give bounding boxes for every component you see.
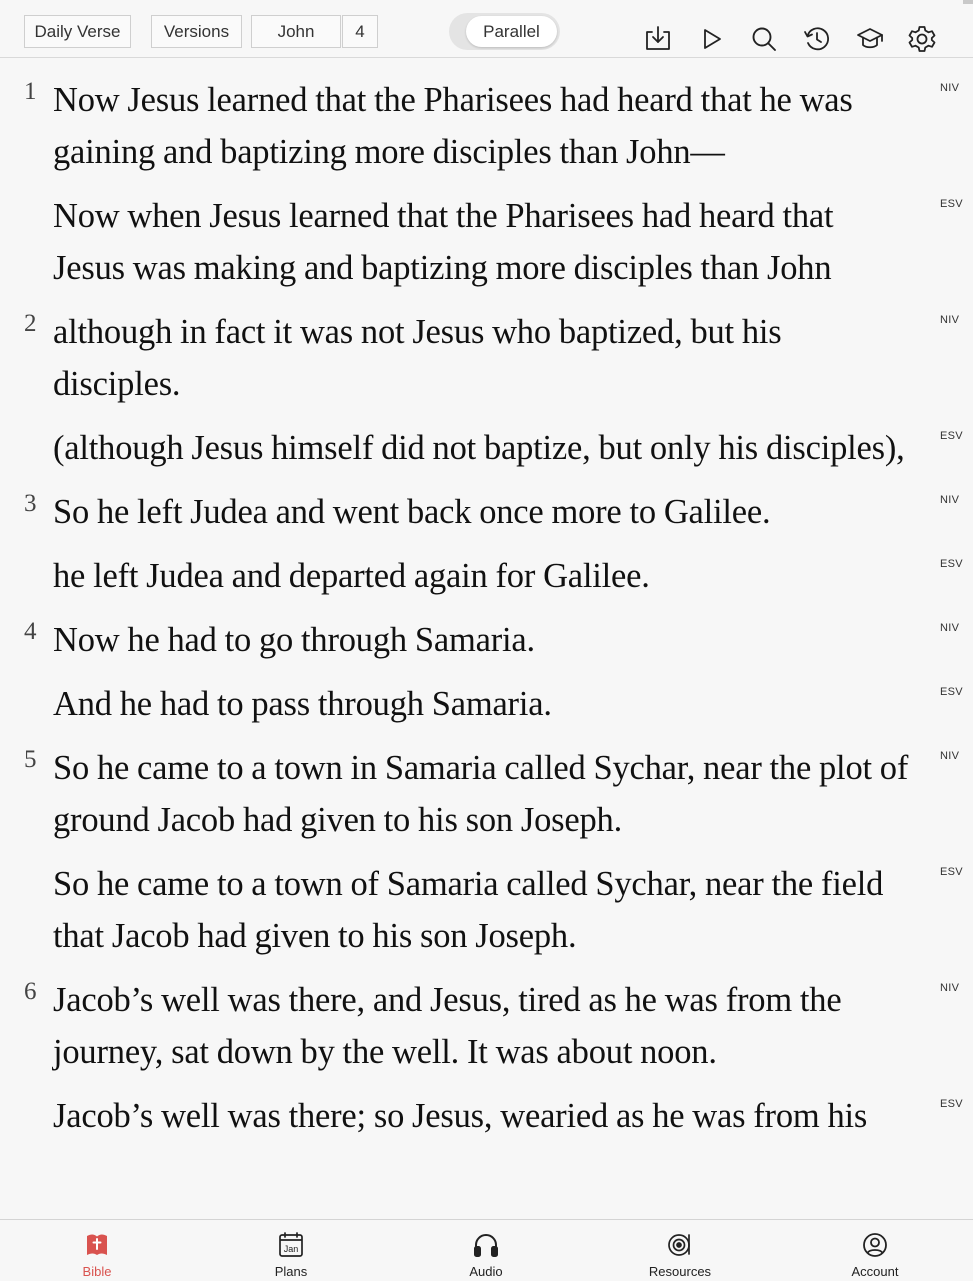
version-tag: ESV (940, 1098, 963, 1110)
tab-plans[interactable] (231, 1220, 351, 1281)
headphones-icon (471, 1230, 501, 1260)
settings-icon[interactable] (907, 24, 937, 54)
verse-line[interactable] (0, 614, 973, 666)
bottom-tab-bar (0, 1219, 973, 1280)
verse-line[interactable] (0, 858, 973, 962)
version-tag: ESV (940, 866, 963, 878)
tab-bible[interactable] (37, 1220, 157, 1281)
tab-account[interactable] (815, 1220, 935, 1281)
verse-text: Now he had to go through Samaria. (53, 621, 535, 659)
verse-text: Jacob’s well was there; so Jesus, wearied as he was from his (53, 1097, 868, 1135)
version-tag: NIV (940, 750, 960, 762)
verse-number: 5 (24, 746, 37, 773)
verse-text: he left Judea and departed again for Galilee. (53, 557, 650, 595)
verse-line[interactable] (0, 486, 973, 538)
verse-number: 3 (24, 490, 37, 517)
study-icon[interactable] (855, 24, 885, 54)
version-tag: ESV (940, 198, 963, 210)
parallel-toggle[interactable] (449, 13, 560, 50)
window-corner-mark (963, 0, 973, 4)
resources-icon (665, 1230, 695, 1260)
scripture-content[interactable] (0, 58, 973, 1219)
bible-icon (82, 1230, 112, 1260)
verse-line[interactable] (0, 190, 973, 294)
tab-label: Bible (82, 1264, 112, 1279)
tab-label: Account (851, 1264, 899, 1279)
history-icon[interactable] (802, 24, 832, 54)
parallel-toggle-label: Parallel (466, 16, 557, 47)
version-tag: NIV (940, 82, 960, 94)
download-icon[interactable] (643, 24, 673, 54)
verse-line[interactable] (0, 742, 973, 846)
book-selector[interactable]: John (251, 15, 341, 48)
verse-text: although in fact it was not Jesus who baptized, but his disciples. (53, 313, 782, 403)
tab-label: Resources (648, 1264, 712, 1279)
tab-label: Plans (274, 1264, 308, 1279)
version-tag: NIV (940, 494, 960, 506)
verse-line[interactable] (0, 1090, 973, 1142)
calendar-icon (276, 1230, 306, 1260)
search-icon[interactable] (749, 24, 779, 54)
version-tag: NIV (940, 622, 960, 634)
verse-number: 1 (24, 78, 37, 105)
verse-line[interactable] (0, 678, 973, 730)
svg-text:Jan: Jan (283, 1244, 299, 1254)
verse-text: Now when Jesus learned that the Pharisees had heard that Jesus was making and baptizing more disciples than John (53, 197, 834, 287)
verse-text: (although Jesus himself did not baptize, but only his disciples), (53, 429, 905, 467)
tab-resources[interactable] (620, 1220, 740, 1281)
verse-line[interactable] (0, 550, 973, 602)
verse-line[interactable] (0, 974, 973, 1078)
version-tag: NIV (940, 982, 960, 994)
verse-text: Now Jesus learned that the Pharisees had heard that he was gaining and baptizing more disciples than John— (53, 81, 853, 171)
version-tag: ESV (940, 558, 963, 570)
verse-line[interactable] (0, 422, 973, 474)
tab-label: Audio (469, 1264, 503, 1279)
verse-number: 4 (24, 618, 37, 645)
verse-text: And he had to pass through Samaria. (53, 685, 552, 723)
tab-audio[interactable] (426, 1220, 546, 1281)
version-tag: ESV (940, 430, 963, 442)
version-tag: NIV (940, 314, 960, 326)
daily-verse-button[interactable]: Daily Verse (24, 15, 131, 48)
verse-text: So he came to a town of Samaria called Sychar, near the field that Jacob had given to his son Joseph. (53, 865, 884, 955)
chapter-selector[interactable]: 4 (342, 15, 378, 48)
verse-text: So he left Judea and went back once more to Galilee. (53, 493, 771, 531)
version-tag: ESV (940, 686, 963, 698)
versions-button[interactable]: Versions (151, 15, 242, 48)
verse-number: 6 (24, 978, 37, 1005)
verse-line[interactable] (0, 306, 973, 410)
play-icon[interactable] (697, 24, 727, 54)
top-toolbar (0, 0, 973, 58)
parallel-passage (0, 58, 973, 1142)
verse-text: So he came to a town in Samaria called Sychar, near the plot of ground Jacob had given to his son Joseph. (53, 749, 909, 839)
verse-number: 2 (24, 310, 37, 337)
verse-text: Jacob’s well was there, and Jesus, tired as he was from the journey, sat down by the well. It was about noon. (53, 981, 842, 1071)
account-icon (860, 1230, 890, 1260)
verse-line[interactable] (0, 74, 973, 178)
